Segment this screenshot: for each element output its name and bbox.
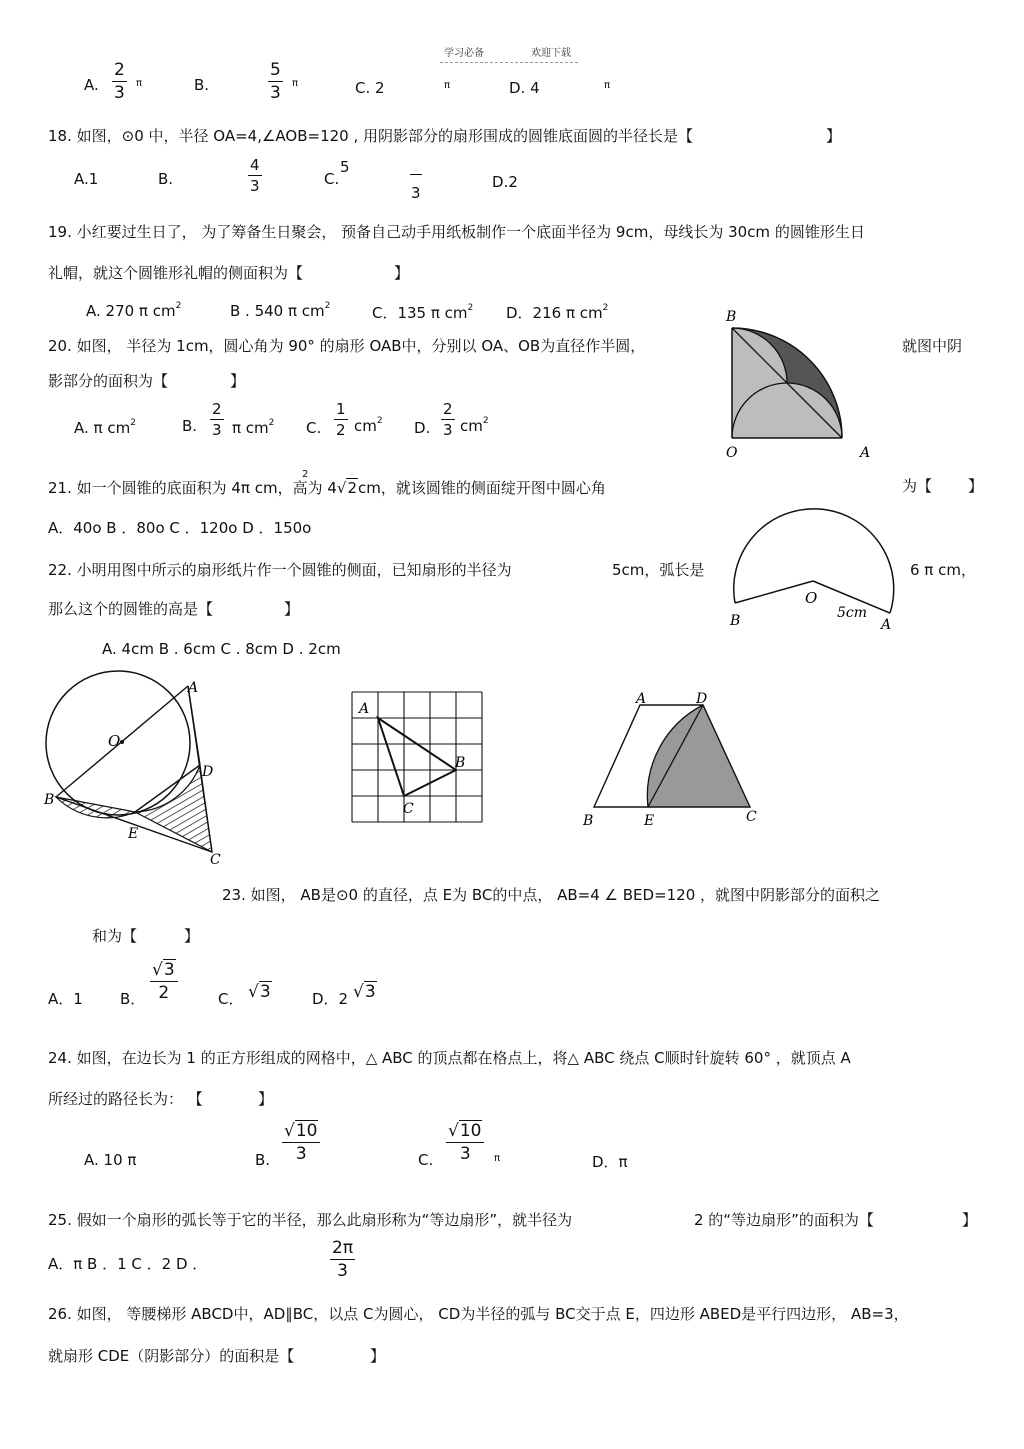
q18-option-b-label: B. — [158, 170, 174, 188]
q26-figure — [578, 685, 778, 835]
q21-radical: √2 — [336, 479, 358, 497]
q20-option-d-label: D. — [414, 419, 431, 437]
q23-option-c-radical: √3 — [248, 982, 271, 1002]
q26-label-d: D — [696, 691, 708, 707]
q17-d-pi: π — [604, 80, 611, 91]
q20-b-square: 2 — [268, 418, 275, 428]
q21-radicand: 2 — [347, 479, 358, 497]
q23-c-radicand: 3 — [259, 982, 271, 1002]
q24-c-pi: π — [494, 1153, 501, 1164]
q20-option-b-label: B. — [182, 417, 198, 435]
q17-option-b-label: B. — [194, 76, 210, 94]
q20-option-c-label: C. — [306, 419, 322, 437]
q25-line1: 25. 假如一个扇形的弧长等于它的半径，那么此扇形称为“等边扇形”，就半径为 — [48, 1211, 573, 1229]
q26-sector-cde — [647, 705, 750, 807]
q22-options: A. 4cm B . 6cm C . 8cm D . 2cm — [102, 640, 341, 658]
q24-option-c-label: C. — [418, 1151, 434, 1169]
q22-line2: 那么这个的圆锥的高是【 — [48, 600, 214, 618]
q24-option-a: A. 10 π — [84, 1151, 137, 1169]
q23-option-c-label: C． — [218, 990, 244, 1008]
q20-b-unit — [232, 419, 274, 437]
q19-c-text: C．135 π cm — [372, 304, 468, 322]
q17-a-denominator: 3 — [114, 83, 125, 103]
q22-end: 6 π cm， — [910, 561, 976, 579]
q18-b-denominator: 3 — [250, 177, 260, 195]
q24-line1: 24. 如图，在边长为 1 的正方形组成的网格中，△ ABC 的顶点都在格点上，将△ ABC 绕点 C顺时针旋转 60° ，就顶点 A — [48, 1049, 851, 1067]
q20-option-a — [74, 419, 136, 437]
q21-text-tail: cm，就该圆锥的侧面绽开图中圆心角 — [358, 479, 606, 497]
q25-d-denominator: 3 — [337, 1261, 348, 1281]
q23-label-b: B — [44, 792, 55, 808]
q19-line1: 19. 小红要过生日了， 为了筹备生日聚会， 预备自己动手用纸板制作一个底面半径为 9cm，母线长为 30cm 的圆锥形生日 — [48, 223, 865, 241]
q24-triangle-abc — [378, 718, 456, 796]
q22-label-o: O — [805, 589, 818, 607]
q20-label-a: A — [860, 445, 871, 461]
q20-a-text: A. π cm — [74, 419, 131, 437]
q25-option-d-fraction — [330, 1240, 355, 1280]
q18-close-bracket: 】 — [826, 127, 842, 145]
q24-b-radical: √10 — [284, 1121, 318, 1141]
q26-line2: 就扇形 CDE（阴影部分）的面积是【 — [48, 1347, 295, 1365]
q24-b-radicand: 10 — [295, 1121, 318, 1141]
q24-label-c: C — [403, 801, 414, 817]
q18-c-denominator: 3 — [411, 184, 421, 202]
q20-option-c-fraction — [334, 402, 348, 438]
q23-option-b-fraction — [150, 962, 178, 1002]
q24-option-d: D．π — [592, 1153, 628, 1171]
q24-option-b-label: B. — [255, 1151, 271, 1169]
q18-option-c-label: C. — [324, 170, 340, 188]
q21-text-main: 21. 如一个圆锥的底面积为 4π cm，高为 4 — [48, 479, 337, 497]
q17-c-pi: π — [444, 80, 451, 91]
q20-option-b-fraction — [210, 402, 224, 438]
q25-d-numerator: 2π — [332, 1238, 354, 1258]
q25-close-bracket: 】 — [962, 1211, 978, 1229]
q20-c-numerator: 1 — [336, 400, 346, 418]
q19-option-a — [86, 302, 181, 320]
q20-line2: 影部分的面积为【 — [48, 372, 169, 390]
q26-label-e: E — [644, 813, 655, 829]
q20-close-bracket: 】 — [230, 372, 246, 390]
q18-option-d: D.2 — [492, 173, 518, 191]
q26-label-c: C — [746, 809, 757, 825]
q23-label-d: D — [202, 764, 214, 780]
q19-line2: 礼帽，就这个圆锥形礼帽的侧面积为【 — [48, 264, 304, 282]
q22-label-a: A — [881, 617, 892, 633]
q22-label-b: B — [730, 613, 741, 629]
q20-d-unit — [460, 417, 489, 435]
q23-b-denominator: 2 — [158, 983, 170, 1003]
q20-c-unit — [354, 417, 383, 435]
q18-c-fraction-bar — [410, 174, 422, 175]
q23-line2: 和为【 — [92, 927, 138, 945]
q19-b-square: 2 — [324, 301, 331, 311]
q24-line2: 所经过的路径长为： 【 — [48, 1090, 203, 1108]
q23-shade-left — [56, 797, 135, 818]
q21-text — [48, 477, 606, 498]
q23-figure — [40, 662, 240, 867]
q22-length-label: 5cm — [837, 605, 868, 621]
q22-close-bracket: 】 — [284, 600, 300, 618]
q24-label-b: B — [455, 755, 466, 771]
q20-d-numerator: 2 — [443, 400, 453, 418]
q18-text: 18. 如图，⊙0 中，半径 OA=4,∠AOB=120 , 用阴影部分的扇形围成的圆锥底面圆的半径长是【 — [48, 127, 694, 145]
q20-b-numerator: 2 — [212, 400, 222, 418]
q19-a-square: 2 — [175, 301, 182, 311]
q23-b-numerator — [150, 962, 178, 982]
q17-b-numerator: 5 — [270, 60, 281, 80]
header-right: 欢迎下载 — [531, 48, 571, 59]
q20-d-square: 2 — [482, 416, 489, 426]
q23-label-a: A — [188, 680, 199, 696]
q23-b-radical: √3 — [152, 960, 175, 980]
q22-mid: 5cm，弧长是 — [612, 561, 705, 579]
q20-a-square: 2 — [130, 418, 136, 428]
q20-option-d-fraction — [441, 402, 455, 438]
q20-c-unit-text: cm — [354, 417, 377, 435]
q19-c-square: 2 — [467, 303, 474, 313]
q22-figure — [725, 505, 900, 635]
q19-d-square: 2 — [602, 303, 609, 313]
q20-c-square: 2 — [376, 416, 383, 426]
q23-close-bracket: 】 — [184, 927, 200, 945]
q18-b-numerator: 4 — [250, 156, 260, 174]
q19-option-c — [372, 302, 473, 323]
q17-b-denominator: 3 — [270, 83, 281, 103]
q20-label-b: B — [726, 309, 737, 325]
q19-d-text: D．216 π cm — [506, 304, 603, 322]
q17-a-pi: π — [136, 78, 143, 89]
q24-c-radicand: 10 — [459, 1121, 482, 1141]
q26-label-b: B — [583, 813, 594, 829]
q23-option-a: A．1 — [48, 990, 83, 1008]
q20-d-unit-text: cm — [460, 417, 483, 435]
q20-b-denominator: 3 — [212, 421, 222, 439]
q21-end: 为【 — [902, 477, 933, 495]
q18-c-numerator: 5 — [340, 158, 350, 176]
q22-line1: 22. 小明用图中所示的扇形纸片作一个圆锥的侧面，已知扇形的半径为 — [48, 561, 512, 579]
q23-label-e: E — [128, 826, 139, 842]
q26-line1: 26. 如图， 等腰梯形 ABCD中，AD∥BC，以点 C为圆心， CD为半径的弧与 BC交于点 E，四边形 ABED是平行四边形， AB=3， — [48, 1305, 909, 1323]
q17-option-d: D. 4 — [509, 79, 540, 97]
q20-c-denominator: 2 — [336, 421, 346, 439]
q25-mid: 2 的“等边扇形”的面积为【 — [694, 1211, 874, 1229]
header-left: 学习必备 — [444, 48, 484, 59]
q23-option-d-label: D．2 — [312, 990, 349, 1008]
q24-label-a: A — [359, 701, 370, 717]
q18-option-b-fraction — [248, 158, 262, 194]
q17-a-numerator: 2 — [114, 60, 125, 80]
q17-option-c: C. 2 — [355, 79, 385, 97]
q25-options: A．π B ．1 C ．2 D ． — [48, 1255, 208, 1273]
q24-grid-figure — [345, 685, 490, 825]
q19-a-text: A. 270 π cm — [86, 302, 176, 320]
q17-option-b-fraction — [268, 62, 283, 102]
q24-c-radical: √10 — [448, 1121, 482, 1141]
q24-close-bracket: 】 — [258, 1090, 274, 1108]
q24-b-numerator — [282, 1123, 320, 1143]
q26-label-a: A — [636, 691, 647, 707]
q24-option-c-fraction — [446, 1123, 484, 1163]
q17-option-a-fraction — [112, 62, 127, 102]
q23-option-b-label: B． — [120, 990, 146, 1008]
q20-d-denominator: 3 — [443, 421, 453, 439]
q24-c-numerator — [446, 1123, 484, 1143]
q19-option-d — [506, 302, 608, 323]
q21-square: 2 — [302, 469, 309, 480]
q23-label-c: C — [210, 852, 221, 867]
q21-options: A．40o B ．80o C ．120o D ．150o — [48, 519, 312, 537]
q20-line1: 20. 如图， 半径为 1cm，圆心角为 90° 的扇形 OAB中，分别以 OA、OB为直径作半圆， — [48, 337, 646, 355]
q18-option-a: A.1 — [74, 170, 99, 188]
q26-close-bracket: 】 — [370, 1347, 386, 1365]
q21-close-bracket: 】 — [968, 477, 984, 495]
q24-option-b-fraction — [282, 1123, 320, 1163]
q19-option-b — [230, 302, 330, 320]
q20-line1-end: 就图中阴 — [902, 337, 963, 355]
q24-b-denominator: 3 — [295, 1144, 307, 1164]
q23-option-d-radical: √3 — [353, 982, 376, 1002]
q17-option-a-label: A. — [84, 76, 99, 94]
q23-line1: 23. 如图， AB是⊙0 的直径，点 E为 BC的中点， AB=4 ∠ BED=120 ，就图中阴影部分的面积之 — [222, 886, 881, 904]
q17-b-pi: π — [292, 78, 299, 89]
q24-c-denominator: 3 — [459, 1144, 471, 1164]
q19-close-bracket: 】 — [394, 264, 410, 282]
q20-label-o: O — [726, 445, 738, 461]
header-divider — [440, 62, 578, 63]
q20-b-unit-text: π cm — [232, 419, 269, 437]
q23-d-radicand: 3 — [364, 982, 376, 1002]
q23-b-radicand: 3 — [163, 960, 175, 980]
q20-figure — [720, 305, 880, 465]
q23-label-o: O — [108, 732, 121, 750]
q19-b-text: B . 540 π cm — [230, 302, 325, 320]
